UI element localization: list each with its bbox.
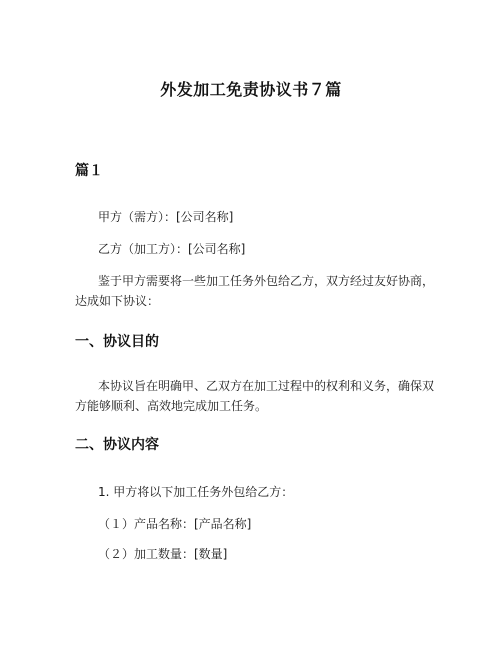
intro-paragraph: 鉴于甲方需要将一些加工任务外包给乙方，双方经过友好协商，达成如下协议：: [75, 274, 435, 308]
content-item-1-sub-2: （２）加工数量：[数量]: [98, 547, 228, 561]
content-item-1-sub-1: （１）产品名称：[产品名称]: [98, 517, 252, 531]
section-heading-purpose: 一、协议目的: [75, 334, 159, 350]
content-item-1: 1. 甲方将以下加工任务外包给乙方：: [98, 485, 294, 499]
party-b-line: 乙方（加工方）：[公司名称]: [98, 242, 246, 256]
section-heading-content: 二、协议内容: [75, 437, 159, 453]
party-a-line: 甲方（需方）：[公司名称]: [98, 210, 234, 224]
document-title: 外发加工免责协议书７篇: [160, 80, 342, 99]
purpose-paragraph: 本协议旨在明确甲、乙双方在加工过程中的权利和义务，确保双方能够顺利、高效地完成加工任务。: [75, 379, 435, 413]
part-heading: 篇１: [75, 163, 103, 179]
